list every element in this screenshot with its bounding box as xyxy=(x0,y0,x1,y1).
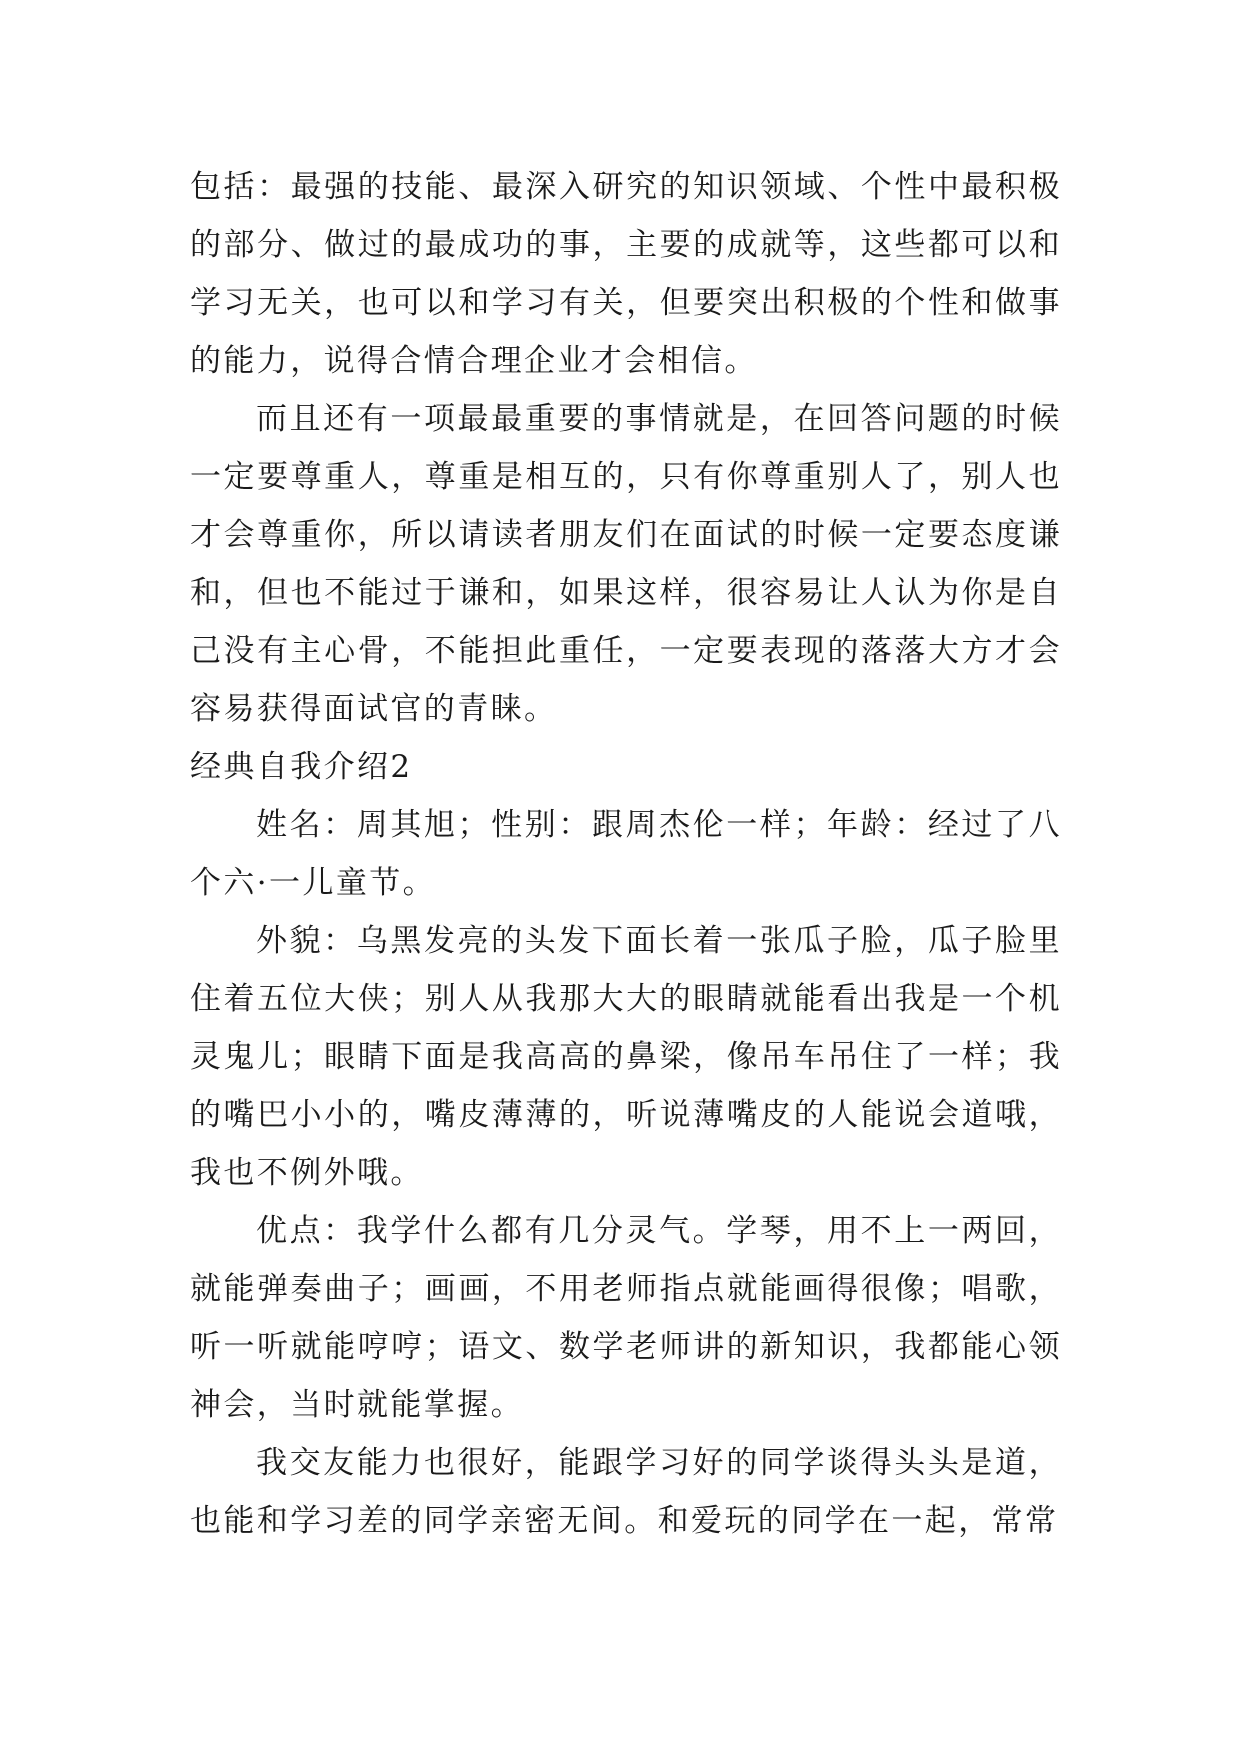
paragraph-advantages: 优点：我学什么都有几分灵气。学琴，用不上一两回，就能弹奏曲子；画画，不用老师指点就能画得很像；唱歌，听一听就能哼哼；语文、数学老师讲的新知识，我都能心领神会，当时就能掌握。 xyxy=(190,1213,1062,1423)
document-body xyxy=(190,158,1062,1550)
paragraph-social-skills: 我交友能力也很好，能跟学习好的同学谈得头头是道，也能和学习差的同学亲密无间。和爱玩的同学在一起，常常 xyxy=(190,1445,1062,1539)
paragraph-appearance: 外貌：乌黑发亮的头发下面长着一张瓜子脸，瓜子脸里住着五位大侠；别人从我那大大的眼睛就能看出我是一个机灵鬼儿；眼睛下面是我高高的鼻梁，像吊车吊住了一样；我的嘴巴小小的，嘴皮薄薄的，听说薄嘴皮的人能说会道哦，我也不例外哦。 xyxy=(190,923,1062,1191)
section-heading: 经典自我介绍2 xyxy=(190,749,413,785)
paragraph-strengths-continued: 包括：最强的技能、最深入研究的知识领域、个性中最积极的部分、做过的最成功的事，主要的成就等，这些都可以和学习无关，也可以和学习有关，但要突出积极的个性和做事的能力，说得合情合理企业才会相信。 xyxy=(190,169,1062,379)
paragraph-basic-info: 姓名：周其旭；性别：跟周杰伦一样；年龄：经过了八个六·一儿童节。 xyxy=(190,807,1062,901)
paragraph-respect: 而且还有一项最最重要的事情就是，在回答问题的时候一定要尊重人，尊重是相互的，只有你尊重别人了，别人也才会尊重你，所以请读者朋友们在面试的时候一定要态度谦和，但也不能过于谦和，如果这样，很容易让人认为你是自己没有主心骨，不能担此重任，一定要表现的落落大方才会容易获得面试官的青睐。 xyxy=(190,401,1062,727)
